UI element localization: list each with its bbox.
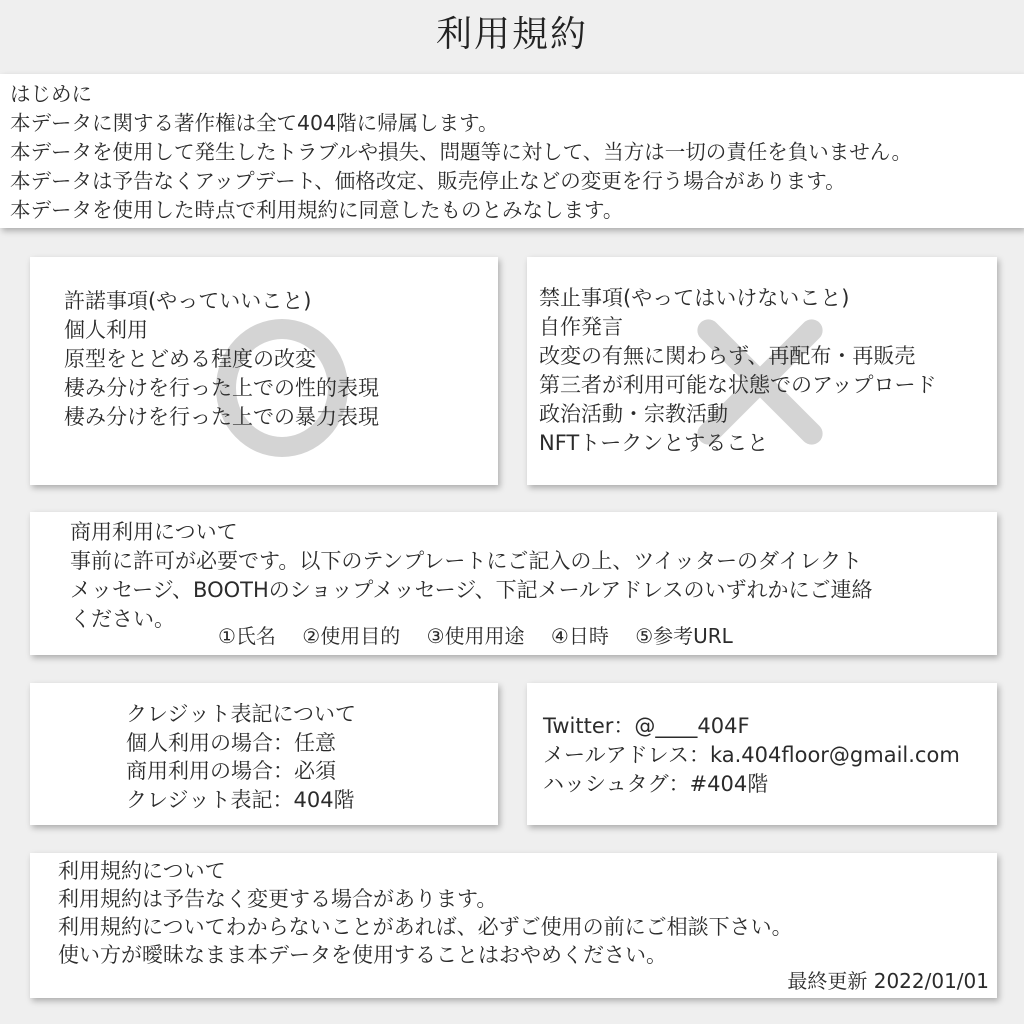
prohibited-item: 第三者が利用可能な状態でのアップロード bbox=[539, 373, 937, 397]
permitted-item: 棲み分けを行った上での暴力表現 bbox=[64, 405, 379, 429]
commercial-line: ください。 bbox=[70, 607, 175, 631]
terms-panel bbox=[30, 853, 997, 998]
intro-line: 本データは予告なくアップデート、価格改定、販売停止などの変更を行う場合があります。 bbox=[10, 169, 846, 193]
intro-panel bbox=[0, 74, 1024, 228]
prohibited-item: 政治活動・宗教活動 bbox=[539, 402, 728, 426]
permitted-item: 棲み分けを行った上での性的表現 bbox=[64, 376, 379, 400]
commercial-line: メッセージ、BOOTHのショップメッセージ、下記メールアドレスのいずれかにご連絡 bbox=[70, 578, 873, 602]
template-field: ③使用用途 bbox=[426, 624, 525, 648]
terms-line: 使い方が曖昧なまま本データを使用することはおやめください。 bbox=[58, 943, 667, 967]
template-field: ④日時 bbox=[550, 624, 609, 648]
template-field: ②使用目的 bbox=[302, 624, 401, 648]
page-title: 利用規約 bbox=[435, 14, 588, 55]
commercial-heading: 商用利用について bbox=[70, 520, 238, 544]
hashtag: ハッシュタグ：#404階 bbox=[543, 772, 769, 796]
twitter-handle: Twitter：@____404F bbox=[543, 714, 750, 738]
prohibited-item: NFTトークンとすること bbox=[539, 431, 769, 455]
permitted-panel bbox=[30, 257, 498, 485]
permitted-item: 原型をとどめる程度の改変 bbox=[64, 347, 316, 371]
prohibited-item: 自作発言 bbox=[539, 315, 623, 339]
template-fields bbox=[218, 620, 753, 649]
prohibited-panel bbox=[527, 257, 997, 485]
terms-line: 利用規約は予告なく変更する場合があります。 bbox=[58, 887, 498, 911]
permitted-heading: 許諾事項(やっていいこと) bbox=[64, 289, 312, 313]
commercial-use-panel bbox=[30, 512, 997, 655]
template-field: ①氏名 bbox=[218, 624, 276, 648]
email-address: メールアドレス：ka.404floor@gmail.com bbox=[543, 743, 960, 767]
commercial-line: 事前に許可が必要です。以下のテンプレートにご記入の上、ツイッターのダイレクト bbox=[70, 549, 863, 573]
prohibited-heading: 禁止事項(やってはいけないこと) bbox=[539, 286, 850, 310]
credit-heading: クレジット表記について bbox=[126, 702, 357, 726]
credit-panel bbox=[30, 683, 498, 825]
template-field: ⑤参考URL bbox=[635, 624, 733, 648]
intro-line: 本データに関する著作権は全て404階に帰属します。 bbox=[10, 111, 499, 135]
contact-panel bbox=[527, 683, 997, 825]
intro-heading: はじめに bbox=[10, 82, 92, 106]
last-updated: 最終更新 2022/01/01 bbox=[787, 969, 989, 993]
credit-line: 個人利用の場合：任意 bbox=[126, 730, 336, 755]
terms-heading: 利用規約について bbox=[58, 859, 226, 883]
permitted-item: 個人利用 bbox=[64, 318, 148, 342]
credit-line: クレジット表記：404階 bbox=[126, 787, 355, 812]
intro-line: 本データを使用した時点で利用規約に同意したものとみなします。 bbox=[10, 198, 624, 222]
prohibited-item: 改変の有無に関わらず、再配布・再販売 bbox=[539, 344, 916, 368]
credit-line: 商用利用の場合：必須 bbox=[126, 759, 336, 783]
intro-line: 本データを使用して発生したトラブルや損失、問題等に対して、当方は一切の責任を負いません。 bbox=[10, 140, 912, 164]
terms-line: 利用規約についてわからないことがあれば、必ずご使用の前にご相談下さい。 bbox=[58, 915, 793, 939]
